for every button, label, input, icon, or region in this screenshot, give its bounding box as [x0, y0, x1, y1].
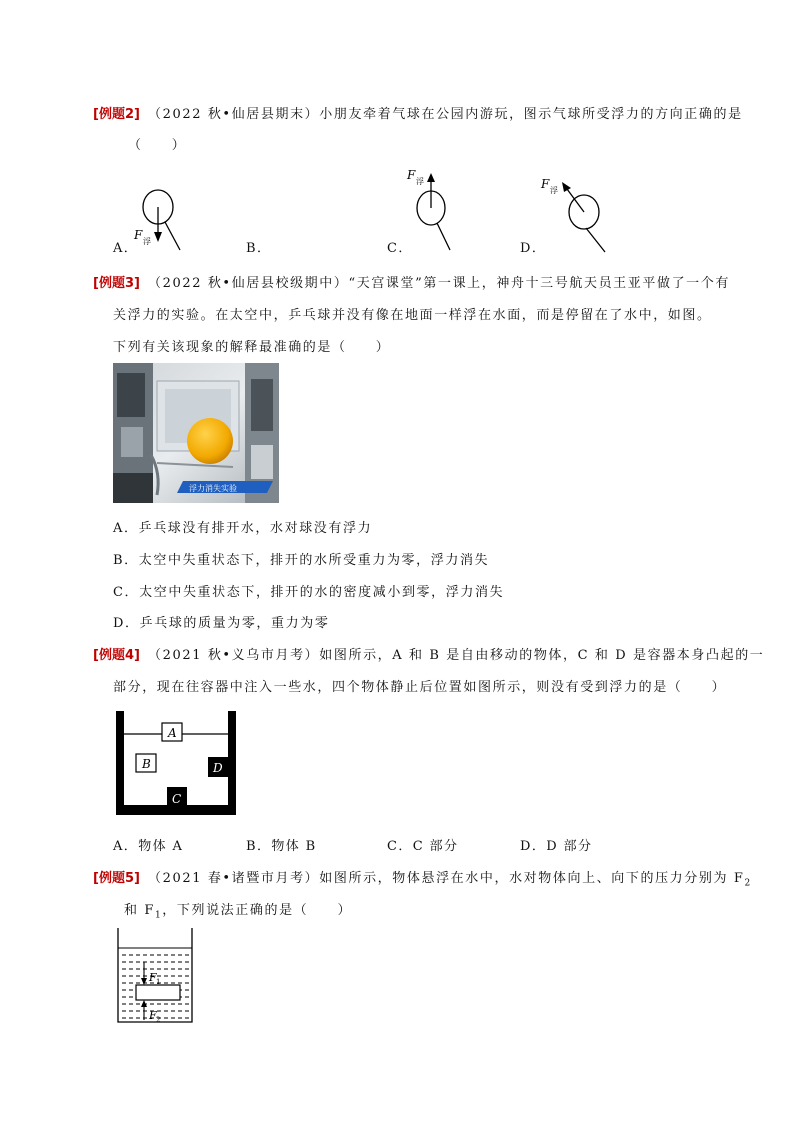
- force-label: F: [407, 168, 416, 182]
- suspended-object: [136, 985, 180, 1000]
- answer-bracket: （ ）: [128, 138, 187, 153]
- option-d[interactable]: D．: [520, 241, 547, 256]
- option-a[interactable]: A．乒乓球没有排开水，水对球没有浮力: [113, 521, 373, 536]
- question-text-line: （2021 秋•义乌市月考）如图所示，A 和 B 是自由移动的物体，C 和 D 是容器本身凸起的一: [148, 648, 765, 663]
- space-station-photo: [113, 363, 279, 503]
- question-text-line: （2022 秋•仙居县校级期中）“天宫课堂”第一课上，神舟十三号航天员王亚平做了一个有: [148, 276, 730, 291]
- label-d: D: [213, 761, 223, 775]
- photo-caption: 浮力消失实验: [189, 484, 237, 493]
- option-c[interactable]: C．太空中失重状态下，排开的水的密度减小到零，浮力消失: [113, 585, 505, 600]
- force-f1-sub: 1: [156, 978, 161, 986]
- label-c: C: [172, 792, 182, 806]
- suspended-object-diagram: [116, 928, 196, 1024]
- question-text-line: 关浮力的实验。在太空中，乒乓球并没有像在地面一样浮在水面，而是停留在了水中，如图。: [113, 308, 712, 323]
- question-tag: [例题3]: [93, 276, 140, 291]
- force-f2-label: F: [149, 1009, 157, 1022]
- option-d[interactable]: D．D 部分: [520, 839, 593, 854]
- option-a[interactable]: A．物体 A: [113, 839, 184, 854]
- balloon-figure-c: [404, 166, 464, 254]
- force-subscript: 浮: [550, 186, 558, 195]
- container-diagram: [116, 711, 238, 815]
- option-b[interactable]: B．物体 B: [246, 839, 317, 854]
- force-subscript: 浮: [416, 177, 424, 186]
- question-tag: [例题4]: [93, 648, 140, 663]
- question-text-line: （2021 春•诸暨市月考）如图所示，物体悬浮在水中，水对物体向上、向下的压力分别为 $F_2$: [148, 871, 752, 889]
- question-text-line: 和 $F_1$，下列说法正确的是（ ）: [124, 903, 353, 921]
- question-tag: [例题2]: [93, 107, 140, 122]
- option-b[interactable]: B．太空中失重状态下，排开的水所受重力为零，浮力消失: [113, 553, 490, 568]
- option-c[interactable]: C．: [387, 241, 413, 256]
- question-text-line: （2022 秋•仙居县期末）小朋友牵着气球在公园内游玩，图示气球所受浮力的方向正确的是: [148, 107, 743, 122]
- question-text-line: 下列有关该现象的解释最准确的是（ ）: [113, 340, 391, 355]
- force-subscript: 浮: [143, 237, 151, 246]
- option-d[interactable]: D．乒乓球的质量为零，重力为零: [113, 616, 330, 631]
- balloon-figure-d: [538, 172, 612, 254]
- force-label: F: [134, 228, 143, 242]
- question-text-line: 部分，现在往容器中注入一些水，四个物体静止后位置如图所示，则没有受到浮力的是（ ）: [113, 680, 727, 695]
- option-a[interactable]: A．: [113, 241, 139, 256]
- force-f2-sub: 2: [156, 1016, 161, 1024]
- question-tag: [例题5]: [93, 871, 140, 886]
- label-b: B: [142, 757, 151, 771]
- label-a: A: [168, 726, 177, 740]
- option-c[interactable]: C．C 部分: [387, 839, 459, 854]
- force-f1-label: F: [149, 971, 157, 984]
- balloon-figure-a: [130, 182, 190, 254]
- force-label: F: [541, 177, 550, 191]
- option-b[interactable]: B．: [246, 241, 272, 256]
